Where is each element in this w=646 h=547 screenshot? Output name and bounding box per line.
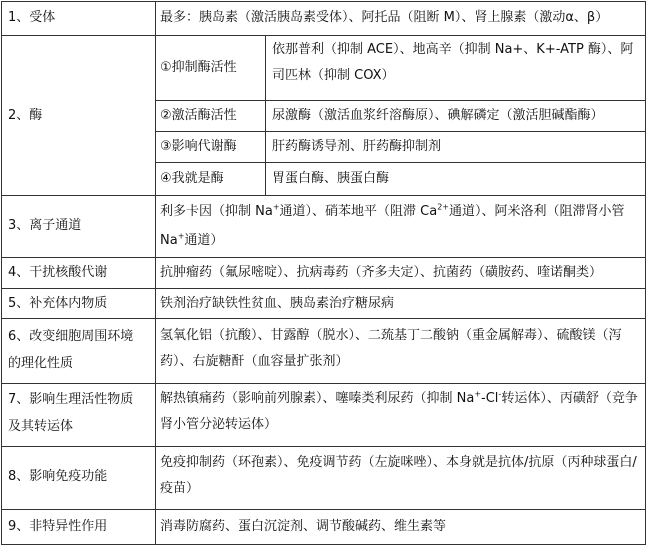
content-fragment: 解热镇痛药（影响前列腺素）、噻嗪类利尿药（抑制 Na	[160, 391, 475, 406]
row-divider	[1, 257, 646, 258]
row-label: 1、受体	[8, 10, 56, 25]
row-label: 的理化性质	[8, 356, 74, 371]
row-content: 消毒防腐药、蛋白沉淀剂、调节酸碱药、维生素等	[160, 519, 447, 534]
row-label: 5、补充体内物质	[8, 296, 108, 311]
content-fragment: 通道）、硝苯地平（阻滞 Ca	[279, 204, 438, 219]
row-content: 抗肿瘤药（氟尿嘧啶）、抗病毒药（齐多夫定）、抗菌药（磺胺药、喹诺酮类）	[160, 265, 603, 280]
column-divider	[155, 1, 156, 545]
row-content	[160, 198, 625, 225]
column-divider	[265, 35, 266, 196]
sub-label: ④我就是酶	[160, 171, 224, 186]
row-divider	[1, 195, 646, 196]
row-label: 2、酶	[8, 108, 43, 123]
content-fragment: 利多卡因（抑制 Na	[160, 204, 273, 219]
row-content: 尿激酶（激活血浆纤溶酶原）、碘解磷定（激活胆碱酯酶）	[272, 108, 604, 123]
content-fragment: 转运体）、丙磺舒（竞争肾小管分泌转运体）	[160, 391, 638, 432]
row-content	[160, 386, 640, 438]
row-label: 3、离子通道	[8, 218, 82, 233]
row-divider	[1, 446, 646, 447]
row-divider	[155, 162, 646, 163]
ion-superscript: +	[177, 231, 185, 241]
table-border-left	[1, 1, 2, 545]
row-content: 肝药酶诱导剂、肝药酶抑制剂	[272, 139, 442, 154]
table-border-top	[1, 1, 646, 2]
row-divider	[1, 509, 646, 510]
row-content: 氢氧化铝（抗酸）、甘露醇（脱水）、二巯基丁二酸钠（重金属解毒）、硫酸镁（泻药）、右旋糖酐（血容量扩张剂）	[160, 328, 622, 369]
ion-superscript: 2+	[437, 202, 450, 212]
row-divider	[1, 383, 646, 384]
row-divider	[1, 318, 646, 319]
row-divider	[155, 131, 646, 132]
content-fragment: Na	[160, 233, 178, 248]
sub-label: ②激活酶活性	[160, 108, 237, 123]
content-fragment: 通道）、阿米洛利（阻滞肾小管	[449, 204, 625, 219]
row-content	[160, 227, 223, 254]
sub-label: ③影响代谢酶	[160, 139, 237, 154]
row-content: 免疫抑制药（环孢素）、免疫调节药（左旋咪唑）、本身就是抗体/抗原（丙种球蛋白/疫苗）	[160, 455, 637, 496]
row-label: 4、干扰核酸代谢	[8, 265, 108, 280]
row-label: 9、非特异性作用	[8, 519, 108, 534]
row-label: 8、影响免疫功能	[8, 469, 108, 484]
content-fragment: -Cl	[481, 391, 499, 406]
sub-label: ①抑制酶活性	[160, 60, 237, 75]
row-divider	[1, 288, 646, 289]
row-content: 胃蛋白酶、胰蛋白酶	[272, 171, 390, 186]
row-content: 依那普利（抑制 ACE）、地高辛（抑制 Na+、K+-ATP 酶）、阿司匹林（抑制 COX）	[272, 42, 634, 83]
ion-superscript: -	[498, 389, 502, 399]
row-content: 最多：胰岛素（激活胰岛素受体）、阿托品（阻断 M）、肾上腺素（激动α、β）	[160, 10, 609, 25]
row-label: 6、改变细胞周围环境	[8, 329, 134, 344]
row-label: 及其转运体	[8, 419, 74, 434]
content-fragment: 通道）	[184, 233, 224, 248]
row-divider	[155, 100, 646, 101]
ion-superscript: +	[272, 202, 280, 212]
table-border-bottom	[1, 544, 646, 545]
row-label: 7、影响生理活性物质	[8, 392, 134, 407]
row-content: 铁剂治疗缺铁性贫血、胰岛素治疗糖尿病	[160, 296, 395, 311]
row-divider	[1, 35, 646, 36]
ion-superscript: +	[474, 389, 482, 399]
